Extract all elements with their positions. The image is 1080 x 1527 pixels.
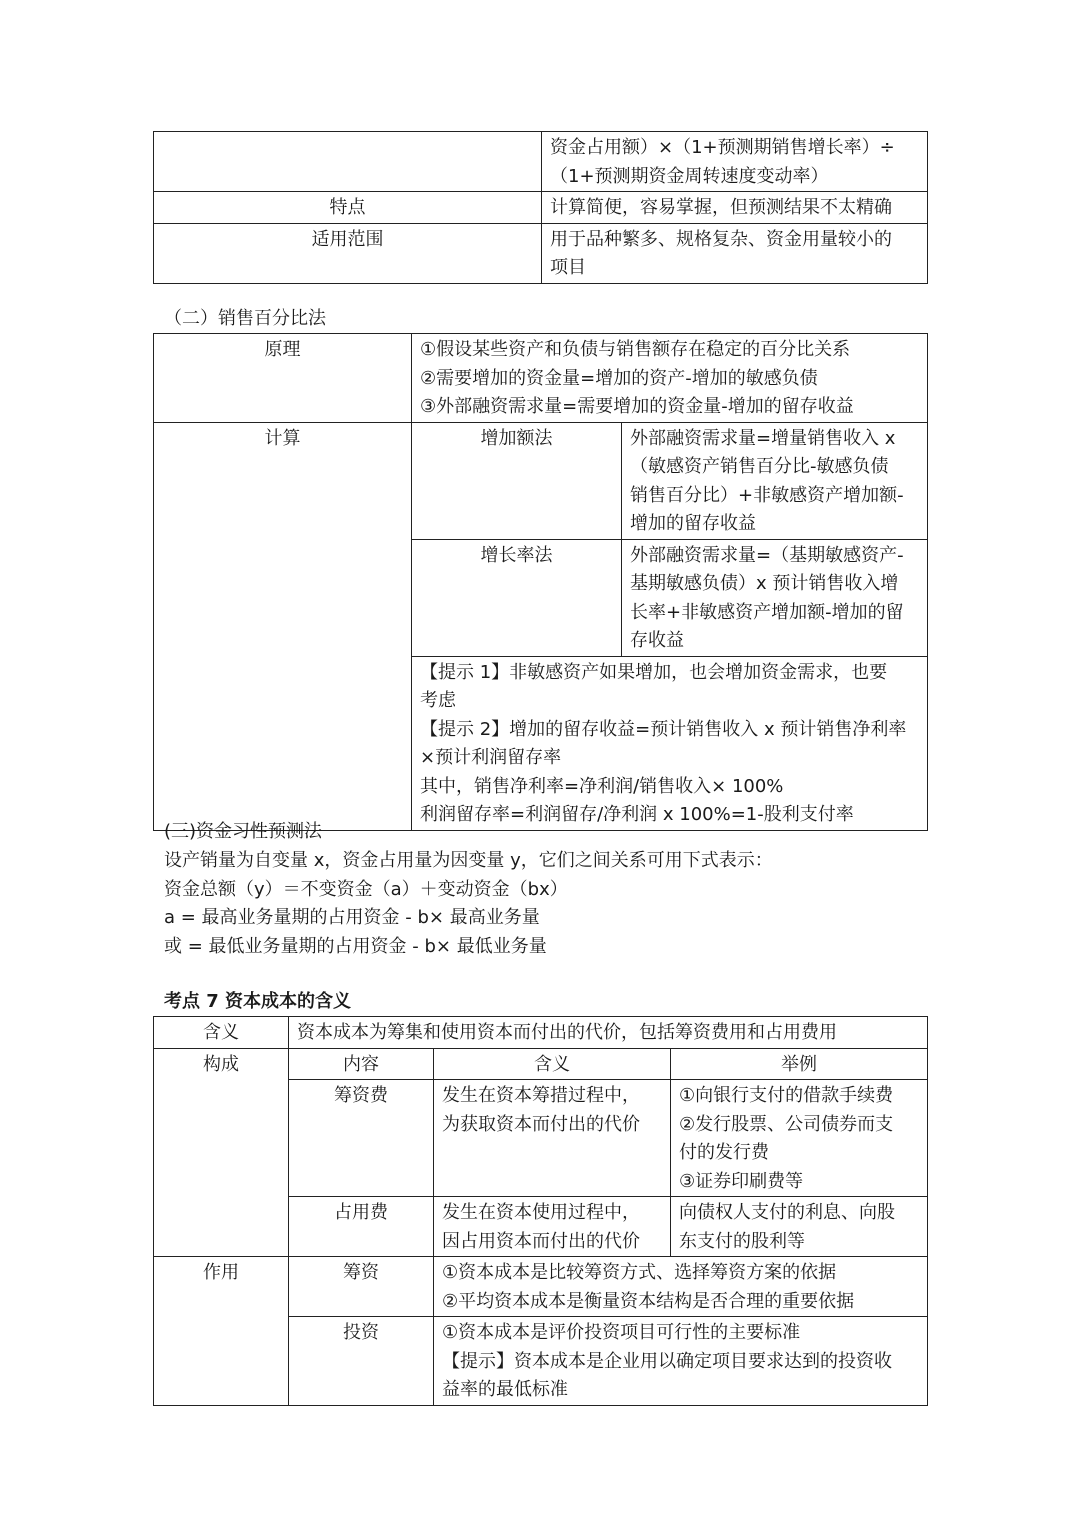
- tip-line: 【提示 1】非敏感资产如果增加，也会增加资金需求，也要: [420, 661, 888, 683]
- header-example: 举例: [671, 1048, 928, 1080]
- text-line: 销售百分比）+非敏感资产增加额-: [630, 484, 904, 506]
- principle-label: 原理: [154, 334, 412, 423]
- role-label: 作用: [154, 1257, 289, 1406]
- method-growth-formula: [622, 539, 928, 656]
- composition-label: 构成: [154, 1048, 289, 1257]
- text-line: 增加的留存收益: [630, 513, 756, 534]
- features-text: 计算简便，容易掌握，但预测结果不太精确: [542, 192, 928, 224]
- scope-label: 适用范围: [154, 223, 542, 283]
- text-line: 东支付的股利等: [679, 1230, 805, 1252]
- header-meaning: 含义: [434, 1048, 671, 1080]
- text-line: ②发行股票、公司债券而支: [679, 1113, 894, 1135]
- text-line: 为获取资本而付出的代价: [442, 1113, 640, 1135]
- text-line: （敏感资产销售百分比-敏感负债: [630, 456, 889, 477]
- section-heading-sales-percentage: （二）销售百分比法: [164, 308, 326, 329]
- role-investment-text: [434, 1317, 928, 1406]
- capital-habit-text: [164, 847, 773, 961]
- tip-line: 其中，销售净利率=净利润/销售收入× 100%: [420, 775, 784, 797]
- text-line: 发生在资本筹措过程中，: [442, 1085, 640, 1106]
- method-increment-label: 增加额法: [412, 422, 622, 539]
- cost-of-capital-table: [153, 1016, 928, 1406]
- text-line: 资金占用额）×（1+预测期销售增长率）÷: [550, 137, 895, 158]
- text-line: 益率的最低标准: [442, 1379, 568, 1400]
- text-line: ①假设某些资产和负债与销售额存在稳定的百分比关系: [420, 339, 851, 360]
- text-line: ③外部融资需求量=需要增加的资金量-增加的留存收益: [420, 396, 854, 417]
- principle-text: [412, 334, 928, 423]
- text-line: 设产销量为自变量 x，资金占用量为因变量 y，它们之间关系可用下式表示：: [164, 850, 773, 871]
- text-line: 资金总额（y）＝不变资金（a）＋变动资金（bx）: [164, 878, 568, 900]
- text-line: 存收益: [630, 630, 684, 651]
- features-label: 特点: [154, 192, 542, 224]
- table1-row1-right: [542, 132, 928, 192]
- header-content: 内容: [289, 1048, 434, 1080]
- text-line: ①资本成本是比较筹资方式、选择筹资方案的依据: [442, 1262, 837, 1283]
- occupancy-fee-examples: [671, 1197, 928, 1257]
- text-line: ③证券印刷费等: [679, 1170, 804, 1192]
- sales-percentage-table: [153, 333, 928, 831]
- text-line: 外部融资需求量=（基期敏感资产-: [630, 544, 904, 566]
- meaning-text: 资本成本为筹集和使用资本而付出的代价，包括筹资费用和占用费用: [289, 1017, 928, 1049]
- section-heading-capital-habit: (三)资金习性预测法: [164, 821, 323, 842]
- text-line: （1+预测期资金周转速度变动率）: [550, 165, 829, 187]
- calc-label: 计算: [154, 422, 412, 830]
- calc-tips: [412, 656, 928, 830]
- text-line: 项目: [550, 257, 586, 278]
- text-line: 付的发行费: [679, 1142, 769, 1163]
- tip-line: 【提示 2】增加的留存收益=预计销售收入 x 预计销售净利率: [420, 718, 907, 740]
- text-line: 外部融资需求量=增量销售收入 x: [630, 427, 896, 449]
- occupancy-fee-label: 占用费: [289, 1197, 434, 1257]
- method-summary-table: [153, 131, 928, 284]
- financing-fee-label: 筹资费: [289, 1080, 434, 1197]
- financing-fee-meaning: [434, 1080, 671, 1197]
- text-line: 用于品种繁多、规格复杂、资金用量较小的: [550, 228, 892, 250]
- text-line: 基期敏感负债）x 预计销售收入增: [630, 573, 899, 594]
- role-financing-label: 筹资: [289, 1257, 434, 1317]
- financing-fee-examples: [671, 1080, 928, 1197]
- text-line: 向债权人支付的利息、向股: [679, 1202, 895, 1223]
- text-line: ①资本成本是评价投资项目可行性的主要标准: [442, 1322, 801, 1343]
- text-line: ②需要增加的资金量=增加的资产-增加的敏感负债: [420, 367, 818, 389]
- table1-row1-left: [154, 132, 542, 192]
- tip-line: 考虑: [420, 690, 456, 711]
- text-line: 【提示】资本成本是企业用以确定项目要求达到的投资收: [442, 1350, 892, 1372]
- method-growth-label: 增长率法: [412, 539, 622, 656]
- text-line: ②平均资本成本是衡量资本结构是否合理的重要依据: [442, 1290, 855, 1312]
- text-line: 或 = 最低业务量期的占用资金 - b× 最低业务量: [164, 935, 547, 957]
- role-investment-label: 投资: [289, 1317, 434, 1406]
- text-line: 长率+非敏感资产增加额-增加的留: [630, 601, 904, 623]
- text-line: a = 最高业务量期的占用资金 - b× 最高业务量: [164, 907, 540, 928]
- meaning-label: 含义: [154, 1017, 289, 1049]
- role-financing-text: [434, 1257, 928, 1317]
- scope-text: [542, 223, 928, 283]
- occupancy-fee-meaning: [434, 1197, 671, 1257]
- text-line: 发生在资本使用过程中，: [442, 1202, 640, 1223]
- tip-line: 利润留存率=利润留存/净利润 x 100%=1-股利支付率: [420, 804, 854, 825]
- section-heading-cost-of-capital: 考点 7 资本成本的含义: [164, 991, 352, 1012]
- method-increment-formula: [622, 422, 928, 539]
- tip-line: ×预计利润留存率: [420, 747, 562, 768]
- text-line: 因占用资本而付出的代价: [442, 1230, 640, 1252]
- text-line: ①向银行支付的借款手续费: [679, 1085, 894, 1106]
